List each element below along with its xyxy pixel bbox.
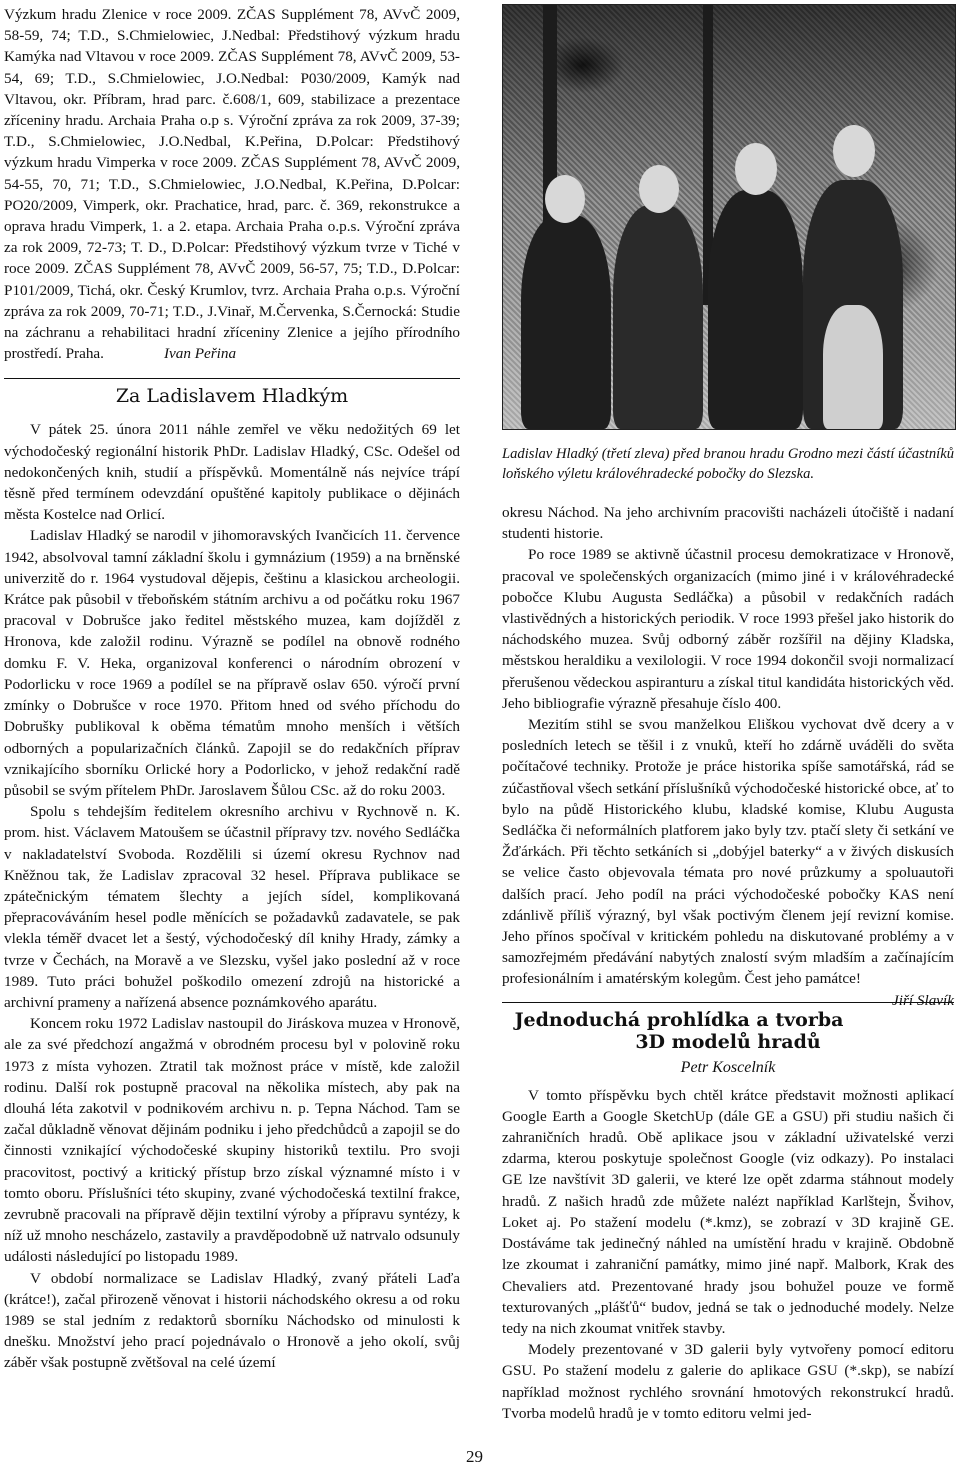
signature-slavik: Jiří Slavík: [892, 991, 954, 1009]
group-photo: [502, 4, 956, 430]
right-paragraph-2: Po roce 1989 se aktivně účastnil procesu demokratizace v Hronově, pracoval ve společenských organizacích (mimo jiné i v královéhradecké pobočce Klubu Augusta Sedláčka) a působil v redakčních radách vlastivědných a historických periodik. V roce 1993 přešel jako historik do náchodského muzea. Svůj odborný záběr rozšířil na dějiny Kladska, městskou heraldiku a vexilologii. V roce 1994 dokončil svoji normalizací přerušenou vědeckou aspiranturu a získal titul kandidáta historických věd. Jeho bibliografie výrazně přesahuje číslo 400.: [502, 546, 954, 712]
body-paragraph-4: Koncem roku 1972 Ladislav nastoupil do Jiráskova muzea v Hronově, ale za své předchozí angažmá v obrodném procesu byl v polovině roku 1973 z místa vyhozen. Ztratil tak možnost práce v místě, kde založil rodinu. Další rok postupně pracoval na několika místech, aby pak na dlouhá léta zakotvil v podnikovém archivu n. p. Tepna Náchod. Tam se začal důkladně věnovat dějinám podniku i jeho předchůdců a zapojil se do činnosti vznikající východočeské skupiny historiků textilu. Pro svoji pracovitost, poctivý a kritický přístup brzo získal významné místo i v tomto oboru. Příslušníci této skupiny, zvané východočeská textilní frakce, zevrubně pracovali na přípravě dějin textilní výroby a přípravu syntézy, k níž už mnoho nescházelo, zastavily a pravděpodobně už natrvalo odsunuly události následující po listopadu 1989.: [4, 1015, 460, 1266]
section-divider: [4, 378, 460, 379]
right-paragraph-3: Mezitím stihl se svou manželkou Eliškou vychovat dvě dcery a v posledních letech se těšil i z vnuků, kteří ho zdárně uváděli do světa počítačové techniky. Protože je práce historika spíše samotářská, rád se zúčastňoval všech setkání příslušníků východočeské historické obce, ať to bylo na půdě Historického klubu, kladské komise, Klubu Augusta Sedláčka či neformálních platforem jako byly tzv. ptačí slety či setkání ve Žďárkách. Při těchto setkáních si „dobýjel baterky“ a v živých diskusích se velice často objevovala témata pro nové průzkumy a spoluautoři dalších prací. Jeho podíl na práci východočeské pobočky KAS není zdánlivě příliš výrazný, byl však poctivým členem její revizní komise. Jeho přínos spočíval v kritickém pohledu na diskutované problémy a v samozřejmém předávání nabytých znalostí svým mladším a začínajícím profesionálním i amatérským kolegům. Čest jeho památce! Jiří Slavík: [502, 714, 954, 990]
right-column: [502, 4, 954, 1424]
photo-head: [639, 165, 679, 213]
page-number: 29: [466, 1447, 483, 1466]
article-title-3d: Jednoduchá prohlídka a tvorba 3D modelů hradů: [514, 1008, 844, 1053]
photo-child: [823, 305, 883, 429]
photo-caption: Ladislav Hladký (třetí zleva) před branou hradu Grodno mezi částí účastníků loňského výletu královéhradecké pobočky do Slezska.: [502, 446, 954, 482]
photo-person: [708, 190, 803, 429]
body-paragraph-1: V pátek 25. února 2011 náhle zemřel ve věku nedožitých 69 let východočeský regionální historik PhDr. Ladislav Hladký, CSc. Odešel od nedokončených knih, studií a příspěvků. Momentálně nás nejvíce trápí těsně před termínem odevzdání opuštěné kapitoly publikace o dějinách města Kostelce nad Orlicí.: [4, 421, 460, 524]
references-signature: Ivan Peřina: [163, 345, 237, 363]
article2-paragraph-2: Modely prezentované v 3D galerii byly vytvořeny pomocí editoru GSU. Po stažení modelu z galerie do aplikace GSU (*.skp), se nabízí například možnost rychlého srovnání hmotových rekonstrukcí hradů. Tvorba modelů hradů je v tomto editoru velmi jed-: [502, 1341, 954, 1422]
right-paragraph-1: okresu Náchod. Na jeho archivním pracovišti nacházeli útočiště i nadaní studenti historie.: [502, 504, 954, 543]
photo-person: [613, 205, 703, 429]
photo-head: [833, 125, 875, 177]
references-paragraph: Výzkum hradu Zlenice v roce 2009. ZČAS Supplément 78, AVvČ 2009, 58-59, 74; T.D., S.Chmielowiec, J.Nedbal: Předstihový výzkum hradu Kamýka nad Vltavou v roce 2009. ZČAS Supplément 78, AVvČ 2009, 53-54, 69; T.D., S.Chmielowiec, J.O.Nedbal: P030/2009, Kamýk nad Vltavou, okr. Příbram, hrad parc. č.608/1, 609, stabilizace a prezentace zříceniny hradu. Archaia Praha o.p s. Výroční zpráva za rok 2009, 37-39; T.D., S.Chmielowiec, J.O.Nedbal, K.Peřina, D.Polcar: Předstihový výzkum hradu Vimperka v roce 2009. ZČAS Supplément 78, AVvČ 2009, 54-55, 70, 71; T.D., S.Chmielowiec, J.O.Nedbal, K.Peřina, D.Polcar: PO20/2009, Vimperk, okr. Prachatice, hrad, parc. č. 369, rekonstrukce a oprava hradu Vimperk, 1. a 2. etapa. Archaia Praha o.p.s. Výroční zpráva za rok 2009, 72-73; T. D., D.Polcar: Předstihový výzkum tvrze v Tiché v roce 2009. ZČAS Supplément 78, AVvČ 2009, 56-57, 75; T.D., D.Polcar: P101/2009, Tichá, okr. Český Krumlov, tvrz. Archaia Praha o.p.s. Výroční zpráva za rok 2009, 70-71; T.D., J.Vinař, M.Červenka, S.Černocká: Studie na záchranu a rehabilitaci hradní zříceniny Zlenice a jejího přírodního prostředí. Praha. Ivan Peřina: [4, 6, 460, 363]
photo-person: [521, 215, 611, 429]
body-paragraph-2: Ladislav Hladký se narodil v jihomoravských Ivančicích 11. července 1942, absolvoval tamní základní školu i gymnázium (1959) a na brněnské univerzitě do r. 1964 vystudoval dějepis, češtinu a klasickou archeologii. Krátce pak působil v třeboňském státním archivu a od počátku roku 1967 pracoval v Dobrušce jako ředitel městského muzea, kam dojížděl z Hronova, kde založil rodinu. Výrazně se podílel na obnově rodného domku F. V. Heka, organizoval konferenci o národním obrození v Podorlicku v roce 1969 a podílel se na přípravě oslav 650. výročí první zmínky o Dobrušce v roce 1970. Přitom hned od svého příchodu do Dobrušky publikoval k oběma tématům mnoho menších i větších odborných a popularizačních článků. Zapojil se do redakčních příprav vznikajícího sborníku Orlické hory a Podorlicko, v jehož redakční radě působil se svým přítelem PhDr. Jaroslavem Šůlou CSc. až do roku 2003.: [4, 527, 460, 799]
article-title-hladky: Za Ladislavem Hladkým: [115, 385, 349, 408]
left-column: [4, 4, 460, 1374]
photo-head: [735, 143, 777, 195]
article2-paragraph-1: V tomto příspěvku bych chtěl krátce představit možnosti aplikací Google Earth a Google SketchUp (dále GE a GSU) při studiu našich či zahraničních hradů. Obě aplikace jsou v základní uživatelské verzi zdarma, kterou poskytuje společnost Google (viz odkazy). Po instalaci GE lze navštívit 3D galerii, ve které lze opět zdarma stáhnout modely hradů. Z našich hradů zde můžete nalézt například Karlštejn, Švihov, Loket aj. Po stažení modelu (*.kmz), se zobrazí v 3D krajině GE. Dostáváme tak jedinečný náhled na umístění hradu v krajině. Obdobně lze zkoumat i zahraniční památky, mimo jiné např. Malbork, Krak des Chevaliers atd. Prezentované hrady jsou bohužel pouze ve formě texturovaných „plášťů“ budov, jedná se tak o jednoduché modely. Nelze tedy na nich zkoumat vnitřek stavby.: [502, 1086, 954, 1337]
body-paragraph-3: Spolu s tehdejším ředitelem okresního archivu v Rychnově n. K. prom. hist. Václavem Matoušem se účastnil přípravy tzv. nového Sedláčka v nakladatelství Svoboda. Rozdělili si území okresu Rychnov nad Kněžnou tak, že Ladislav zpracoval 32 hesel. Příprava publikace se zpátečnickým tématem šlechty a jejích sídel, komplikovaná přepracováváním hesel podle měnících se požadavků zadavatele, se pak vlekla téměř dvacet let a šestý, východočeský díl knihy Hrady, zámky a tvrze v Čechách, na Moravě a ve Slezsku, vyšel jako poslední až v roce 1989. Tuto práci bohužel poškodilo omezení zdrojů na historické a archivní prameny a nařízená absence poznámkového aparátu.: [4, 803, 460, 1011]
body-paragraph-5: V období normalizace se Ladislav Hladký, zvaný přáteli Laďa (krátce!), začal přirozeně věnovat i historii náchodského okresu a od roku 1989 se stal jedním z redaktorů sborníku Náchodsko od minulosti k dnešku. Množství jeho prací pojednávalo o Hronově a jeho okolí, svůj záběr však postupně zvětšoval na celé území: [4, 1269, 460, 1372]
photo-head: [545, 175, 585, 223]
article-author: Petr Koscelník: [680, 1058, 776, 1076]
